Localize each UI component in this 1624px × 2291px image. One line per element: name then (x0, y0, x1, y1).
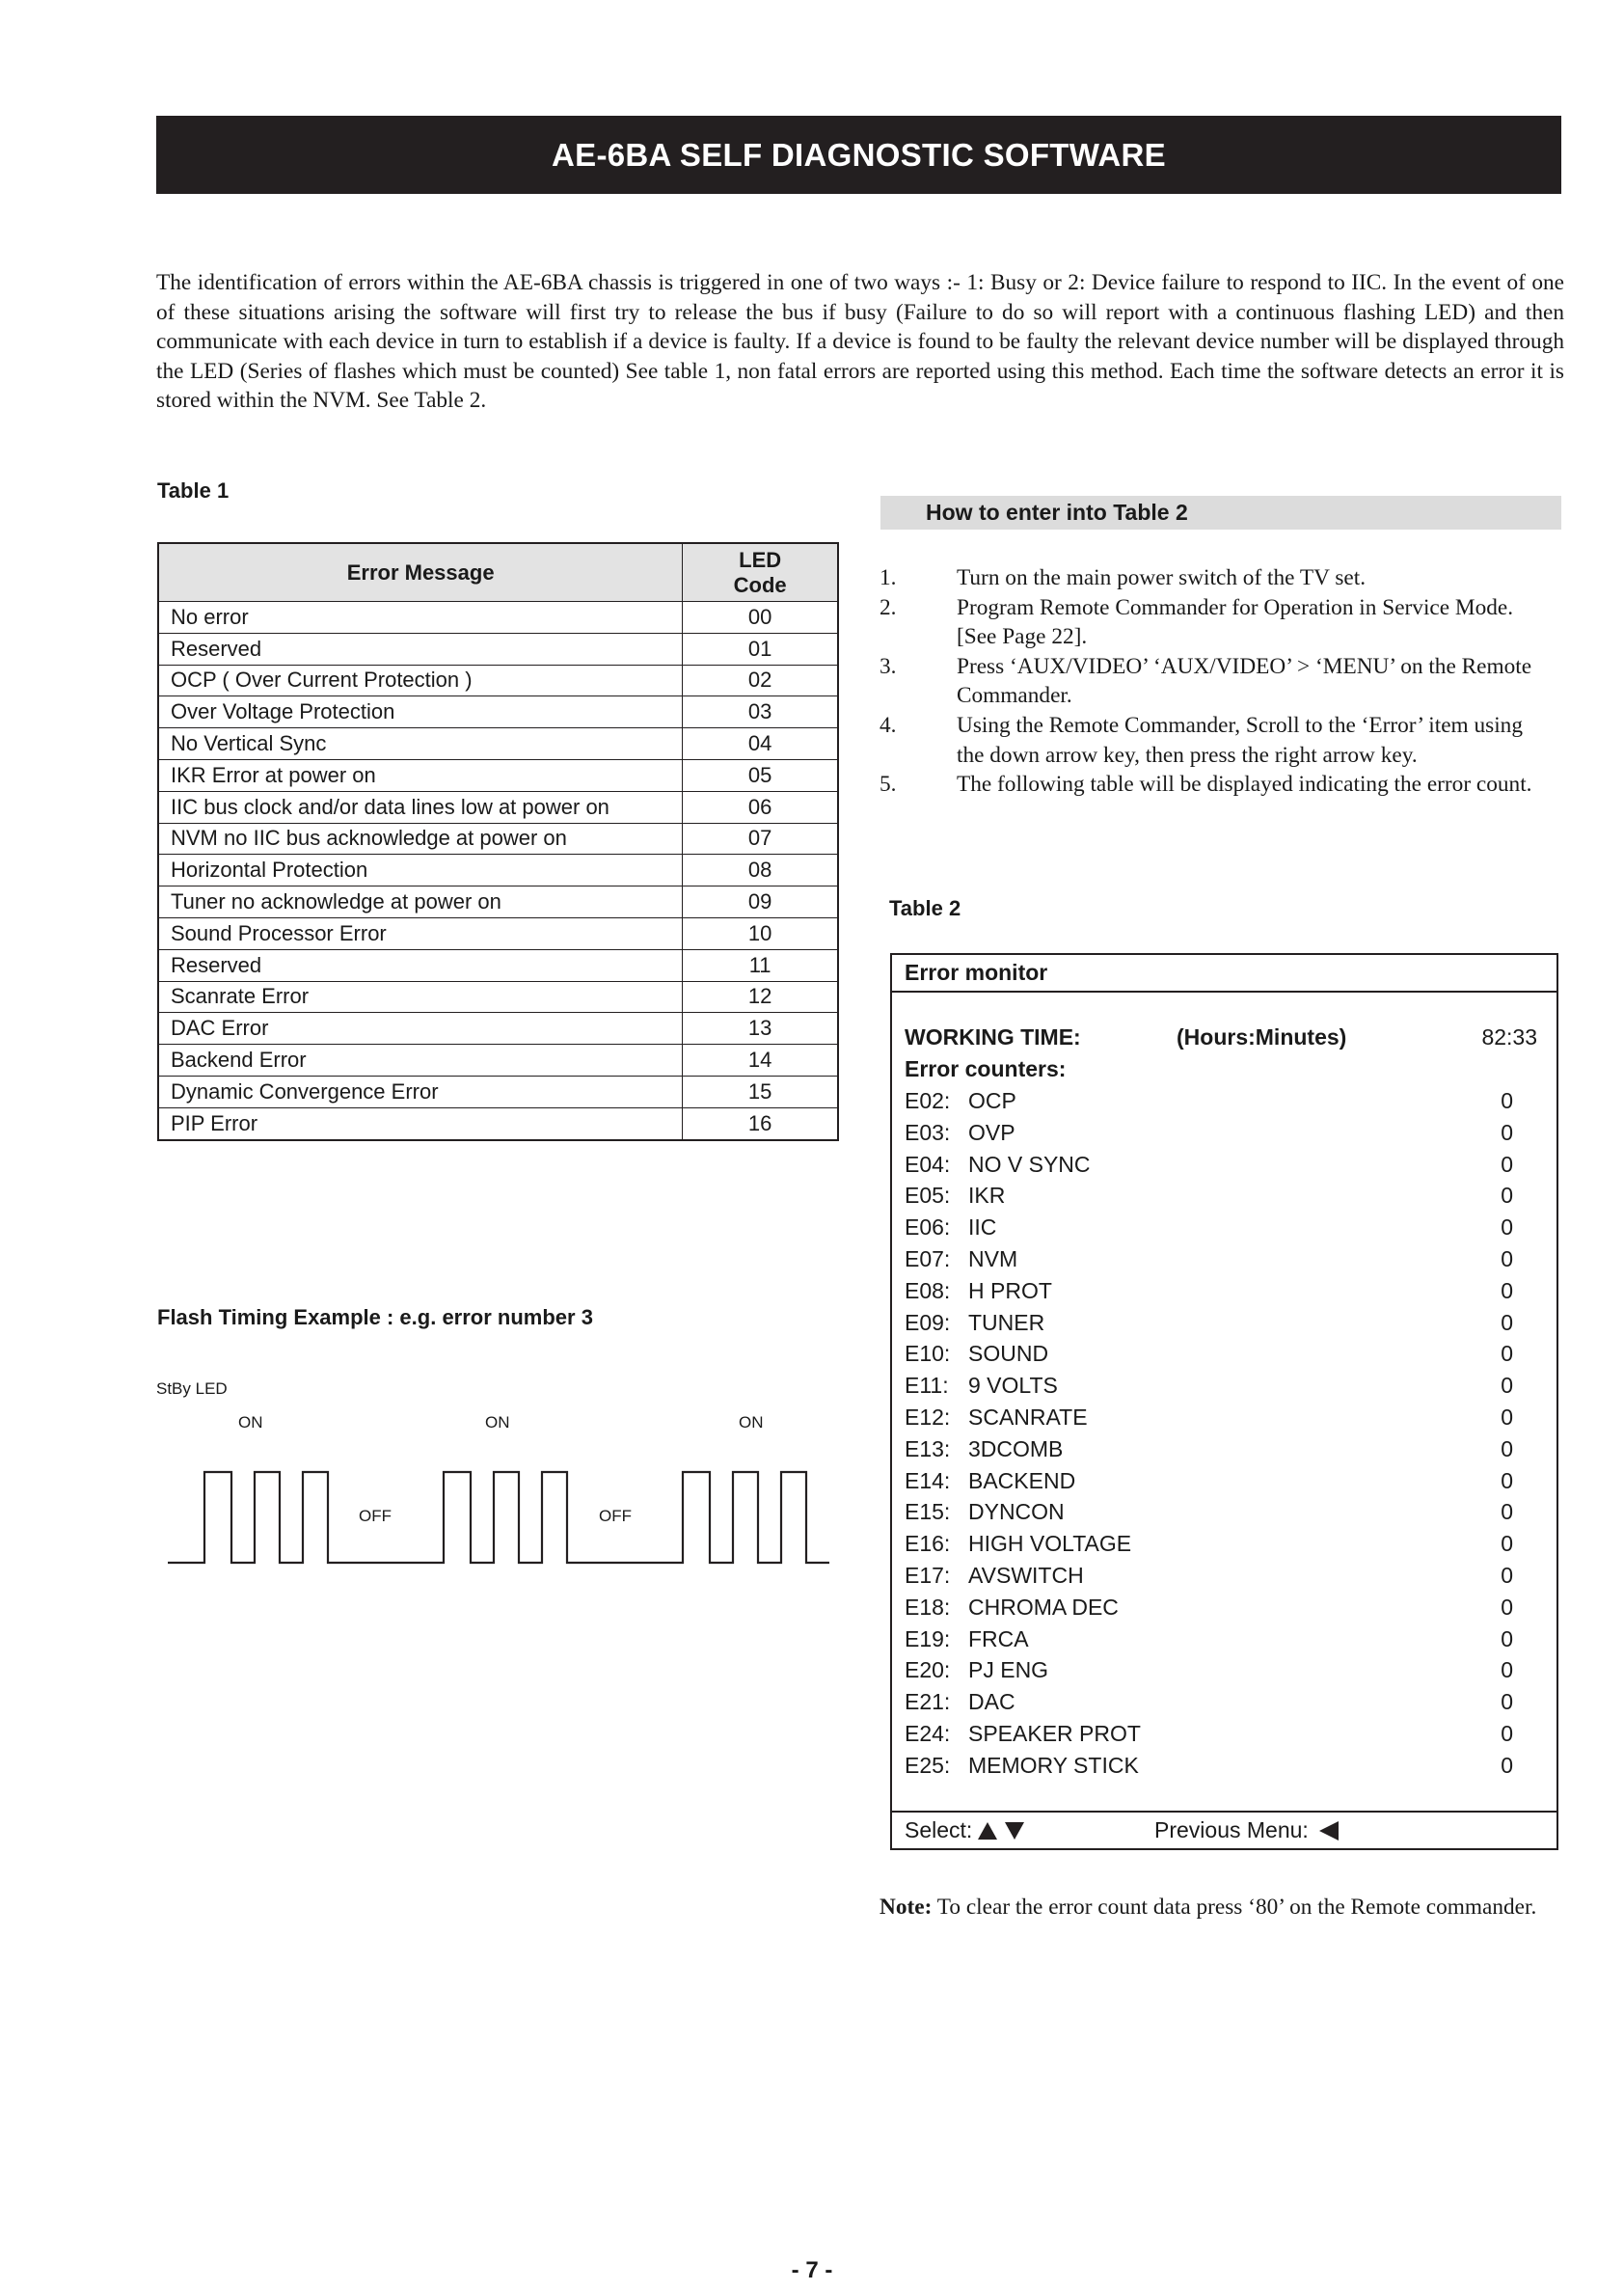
on-label-3: ON (739, 1413, 764, 1432)
led-code-cell: 16 (683, 1107, 838, 1139)
error-counter-name: IIC (968, 1214, 997, 1241)
error-counter-code: E20: (905, 1657, 951, 1683)
error-counter-row (905, 1403, 1537, 1432)
led-code-cell: 08 (683, 855, 838, 886)
error-counter-value: 0 (1501, 1088, 1513, 1113)
error-counter-value: 0 (1501, 1657, 1513, 1683)
error-counter-name: SOUND (968, 1341, 1049, 1367)
step-item (880, 563, 1535, 593)
step-number: 2. (880, 594, 897, 620)
table-row (158, 1045, 838, 1077)
off-label-1: OFF (359, 1507, 392, 1525)
error-message-cell: Horizontal Protection (158, 855, 683, 886)
steps-list (880, 563, 1535, 800)
led-code-cell: 11 (683, 949, 838, 981)
working-time-unit: (Hours:Minutes) (1177, 1024, 1347, 1050)
error-counter-value: 0 (1501, 1563, 1513, 1588)
error-message-cell: Scanrate Error (158, 981, 683, 1013)
error-counter-value: 0 (1501, 1499, 1513, 1525)
error-counter-name: OCP (968, 1088, 1016, 1113)
led-code-cell: 01 (683, 633, 838, 665)
error-counter-value: 0 (1501, 1531, 1513, 1557)
error-counter-name: PJ ENG (968, 1657, 1049, 1683)
step-number: 5. (880, 772, 897, 798)
step-number: 4. (880, 712, 897, 738)
error-counter-row (905, 1276, 1537, 1305)
step-item (880, 770, 1535, 800)
error-message-cell: DAC Error (158, 1013, 683, 1045)
error-counter-name: NVM (968, 1246, 1018, 1271)
intro-paragraph: The identification of errors within the AE-6BA chassis is triggered in one of two ways :- 1: Busy or 2: Device failure to respond to IIC. In the event of one of these situations arising the software will first try to release the bus if busy (Failure to do so will report with a continuous flashing LED) and then communicate with each device in turn to establish if a device is faulty. If a device is found to be faulty the relevant device number will be displayed through the LED (Series of flashes which must be counted) See table 1, non fatal errors are reported using this method. Each time the software detects an error it is stored within the NVM. See Table 2. (156, 270, 1564, 414)
error-counter-code: E14: (905, 1467, 951, 1493)
table-row (158, 728, 838, 760)
error-counter-row (905, 1687, 1537, 1716)
error-counter-name: TUNER (968, 1309, 1045, 1335)
error-counter-value: 0 (1501, 1405, 1513, 1430)
error-counter-code: E09: (905, 1309, 951, 1335)
error-counter-value: 0 (1501, 1467, 1513, 1493)
table-row (158, 696, 838, 728)
col-led-code (683, 543, 838, 602)
table-row (158, 602, 838, 634)
table-row (158, 917, 838, 949)
working-time-row (905, 1023, 1537, 1051)
error-counter-row (905, 1624, 1537, 1653)
led-code-cell: 09 (683, 886, 838, 918)
error-counter-code: E02: (905, 1088, 951, 1113)
on-label-2: ON (485, 1413, 510, 1432)
error-message-cell: OCP ( Over Current Protection ) (158, 665, 683, 696)
step-text: The following table will be displayed indicating the error count. (957, 772, 1532, 798)
led-code-cell: 07 (683, 823, 838, 855)
error-monitor-footer (892, 1811, 1556, 1848)
table-row (158, 759, 838, 791)
how-to-enter-bar (880, 496, 1561, 530)
error-counter-row (905, 1086, 1537, 1115)
error-message-cell: Over Voltage Protection (158, 696, 683, 728)
table-row (158, 949, 838, 981)
table-row (158, 1107, 838, 1139)
error-counter-value: 0 (1501, 1151, 1513, 1177)
note-block (880, 1893, 1555, 1923)
error-message-cell: Tuner no acknowledge at power on (158, 886, 683, 918)
error-counter-value: 0 (1501, 1435, 1513, 1461)
led-code-cell: 15 (683, 1076, 838, 1107)
flash-timing-title: Flash Timing Example : e.g. error number 3 (157, 1305, 593, 1329)
error-counter-code: E10: (905, 1341, 951, 1367)
error-counter-row (905, 1339, 1537, 1368)
note-text: To clear the error count data press ‘80’ on the Remote commander. (936, 1895, 1537, 1920)
error-counter-row (905, 1308, 1537, 1337)
error-counter-code: E13: (905, 1435, 951, 1461)
table-row (158, 791, 838, 823)
error-counter-row (905, 1751, 1537, 1780)
left-arrow-icon (1319, 1821, 1339, 1841)
error-counter-row (905, 1244, 1537, 1273)
error-counter-name: DAC (968, 1689, 1015, 1715)
error-counter-code: E06: (905, 1214, 951, 1241)
error-counter-code: E19: (905, 1625, 951, 1651)
step-item (880, 593, 1535, 652)
error-counter-code: E07: (905, 1246, 951, 1271)
error-counter-value: 0 (1501, 1341, 1513, 1367)
error-counter-name: H PROT (968, 1277, 1052, 1303)
error-counter-name: DYNCON (968, 1499, 1065, 1525)
error-message-cell: Reserved (158, 949, 683, 981)
error-counter-name: AVSWITCH (968, 1563, 1084, 1588)
led-code-cell: 00 (683, 602, 838, 634)
table-row (158, 665, 838, 696)
step-text: Press ‘AUX/VIDEO’ ‘AUX/VIDEO’ > ‘MENU’ on the Remote Commander. (957, 653, 1532, 709)
led-code-cell: 06 (683, 791, 838, 823)
error-counter-value: 0 (1501, 1119, 1513, 1145)
error-counter-row (905, 1213, 1537, 1241)
on-label-1: ON (238, 1413, 263, 1432)
error-counter-code: E12: (905, 1405, 951, 1430)
error-counter-value: 0 (1501, 1689, 1513, 1715)
error-counter-value: 0 (1501, 1183, 1513, 1209)
step-text: Program Remote Commander for Operation in Service Mode. [See Page 22]. (957, 594, 1514, 650)
error-counter-name: 3DCOMB (968, 1435, 1064, 1461)
error-counter-code: E08: (905, 1277, 951, 1303)
led-code-cell: 12 (683, 981, 838, 1013)
col-led-code-label: LED Code (733, 547, 787, 597)
error-counter-row (905, 1719, 1537, 1748)
error-counter-code: E04: (905, 1151, 951, 1177)
led-code-cell: 10 (683, 917, 838, 949)
error-message-cell: No Vertical Sync (158, 728, 683, 760)
step-text: Turn on the main power switch of the TV set. (957, 565, 1367, 590)
error-counter-code: E18: (905, 1594, 951, 1620)
how-to-enter-title: How to enter into Table 2 (926, 500, 1188, 525)
table-row (158, 886, 838, 918)
led-code-cell: 13 (683, 1013, 838, 1045)
select-label: Select: (905, 1817, 973, 1842)
error-counter-row (905, 1561, 1537, 1590)
step-item (880, 652, 1535, 711)
step-item (880, 711, 1535, 770)
error-counter-row (905, 1466, 1537, 1495)
error-counter-value: 0 (1501, 1625, 1513, 1651)
table-row (158, 633, 838, 665)
error-counter-row (905, 1118, 1537, 1147)
error-message-cell: NVM no IIC bus acknowledge at power on (158, 823, 683, 855)
error-counter-row (905, 1593, 1537, 1622)
error-counter-code: E24: (905, 1721, 951, 1746)
table-row (158, 1076, 838, 1107)
table-row (158, 1013, 838, 1045)
error-counter-name: SPEAKER PROT (968, 1721, 1141, 1746)
error-counter-name: BACKEND (968, 1467, 1076, 1493)
error-counter-value: 0 (1501, 1214, 1513, 1241)
error-counter-name: SCANRATE (968, 1405, 1088, 1430)
table-row (158, 981, 838, 1013)
error-counter-value: 0 (1501, 1594, 1513, 1620)
error-counter-code: E21: (905, 1689, 951, 1715)
previous-menu-label: Previous Menu: (1154, 1817, 1309, 1842)
error-counter-value: 0 (1501, 1277, 1513, 1303)
page-title-banner (156, 116, 1561, 194)
error-counter-row (905, 1497, 1537, 1526)
error-monitor-box (890, 953, 1558, 1850)
table-header-row (158, 543, 838, 602)
led-code-cell: 02 (683, 665, 838, 696)
error-counter-row (905, 1655, 1537, 1684)
error-counter-code: E15: (905, 1499, 951, 1525)
error-counter-row (905, 1434, 1537, 1463)
working-time-value: 82:33 (1481, 1024, 1537, 1050)
page-number: - 7 - (791, 2257, 833, 2283)
error-message-cell: Dynamic Convergence Error (158, 1076, 683, 1107)
table-row (158, 823, 838, 855)
error-counter-value: 0 (1501, 1246, 1513, 1271)
error-counters-label: Error counters: (905, 1056, 1067, 1081)
led-code-cell: 04 (683, 728, 838, 760)
off-label-2: OFF (599, 1507, 632, 1525)
error-message-cell: IKR Error at power on (158, 759, 683, 791)
error-counter-row (905, 1150, 1537, 1179)
led-code-cell: 03 (683, 696, 838, 728)
error-message-cell: Backend Error (158, 1045, 683, 1077)
step-number: 1. (880, 565, 897, 590)
stby-led-label: StBy LED (156, 1379, 228, 1398)
led-code-cell: 14 (683, 1045, 838, 1077)
note-label: Note: (880, 1895, 933, 1920)
error-counter-value: 0 (1501, 1752, 1513, 1778)
error-message-cell: Sound Processor Error (158, 917, 683, 949)
down-arrow-icon (1005, 1822, 1024, 1840)
error-counter-row (905, 1529, 1537, 1558)
error-counter-code: E16: (905, 1531, 951, 1557)
working-time-label: WORKING TIME: (905, 1024, 1081, 1050)
error-monitor-header: Error monitor (892, 955, 1556, 993)
up-arrow-icon (978, 1822, 997, 1840)
led-code-cell: 05 (683, 759, 838, 791)
error-counter-name: NO V SYNC (968, 1151, 1091, 1177)
error-message-cell: IIC bus clock and/or data lines low at power on (158, 791, 683, 823)
error-counter-name: CHROMA DEC (968, 1594, 1119, 1620)
error-counter-value: 0 (1501, 1309, 1513, 1335)
error-counter-code: E17: (905, 1563, 951, 1588)
col-error-message: Error Message (158, 543, 683, 602)
error-counter-code: E05: (905, 1183, 951, 1209)
page-title: AE-6BA SELF DIAGNOSTIC SOFTWARE (552, 136, 1166, 173)
step-number: 3. (880, 653, 897, 679)
error-counter-name: MEMORY STICK (968, 1752, 1139, 1778)
table2-label: Table 2 (889, 896, 961, 920)
error-counter-row (905, 1371, 1537, 1400)
error-counter-name: FRCA (968, 1625, 1029, 1651)
error-counter-name: 9 VOLTS (968, 1373, 1058, 1399)
error-message-cell: Reserved (158, 633, 683, 665)
flash-timing-waveform (154, 1447, 839, 1572)
error-counter-name: IKR (968, 1183, 1006, 1209)
error-counter-value: 0 (1501, 1721, 1513, 1746)
error-counter-code: E03: (905, 1119, 951, 1145)
error-counter-name: HIGH VOLTAGE (968, 1531, 1132, 1557)
error-counter-row (905, 1181, 1537, 1210)
table1-label: Table 1 (157, 478, 230, 503)
error-counter-code: E25: (905, 1752, 951, 1778)
error-counter-code: E11: (905, 1373, 949, 1399)
error-message-cell: No error (158, 602, 683, 634)
error-code-table (157, 542, 839, 1141)
error-counter-name: OVP (968, 1119, 1015, 1145)
error-counter-value: 0 (1501, 1373, 1513, 1399)
step-text: Using the Remote Commander, Scroll to the ‘Error’ item using the down arrow key, then press the right arrow key. (957, 712, 1523, 768)
error-message-cell: PIP Error (158, 1107, 683, 1139)
table-row (158, 855, 838, 886)
